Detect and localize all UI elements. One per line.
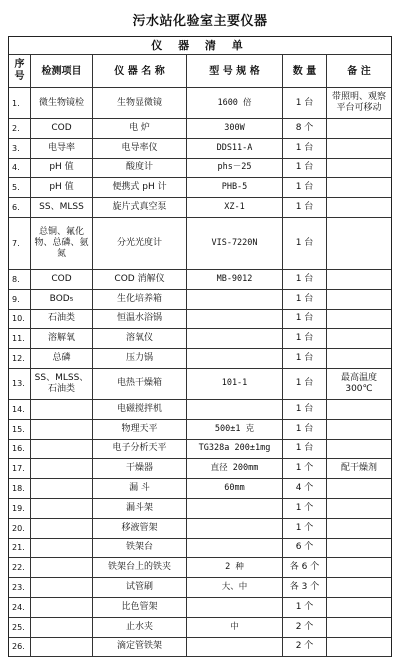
header-name: 仪 器 名 称 xyxy=(93,55,187,87)
cell-qty: 4 个 xyxy=(283,479,327,498)
table-row xyxy=(9,558,391,578)
cell-model xyxy=(187,638,283,657)
cell-name: 便携式 pH 计 xyxy=(93,178,187,197)
cell-name: 旋片式真空泵 xyxy=(93,198,187,217)
cell-qty: 1 台 xyxy=(283,159,327,178)
cell-item: 石油类 xyxy=(31,310,93,329)
cell-name: 止水夹 xyxy=(93,618,187,637)
cell-qty: 1 台 xyxy=(283,440,327,459)
table-row xyxy=(9,519,391,539)
cell-index: 7. xyxy=(9,218,31,269)
cell-note xyxy=(327,329,391,348)
cell-name: 物理天平 xyxy=(93,420,187,439)
cell-note xyxy=(327,270,391,289)
cell-index: 13. xyxy=(9,369,31,399)
header-qty: 数 量 xyxy=(283,55,327,87)
table-row xyxy=(9,618,391,638)
cell-model xyxy=(187,349,283,368)
cell-index: 25. xyxy=(9,618,31,637)
cell-model: TG328a 200±1mg xyxy=(187,440,283,459)
cell-qty: 1 个 xyxy=(283,459,327,478)
cell-model xyxy=(187,400,283,419)
cell-index: 3. xyxy=(9,139,31,158)
table-row xyxy=(9,159,391,179)
cell-model xyxy=(187,310,283,329)
cell-item: SS、MLSS、石油类 xyxy=(31,369,93,399)
cell-note xyxy=(327,638,391,657)
header-note: 备 注 xyxy=(347,65,371,77)
cell-model xyxy=(187,499,283,518)
cell-item: 溶解氧 xyxy=(31,329,93,348)
cell-item xyxy=(31,459,93,478)
cell-index: 9. xyxy=(9,290,31,309)
cell-item: 电导率 xyxy=(31,139,93,158)
cell-name: 电磁搅拌机 xyxy=(93,400,187,419)
cell-name: 滴定管铁架 xyxy=(93,638,187,657)
table-body xyxy=(9,88,391,657)
cell-model: 101-1 xyxy=(187,369,283,399)
cell-qty: 1 台 xyxy=(283,178,327,197)
cell-note: 最高温度 300℃ xyxy=(340,372,377,394)
table-row xyxy=(9,420,391,440)
cell-item: 微生物镜检 xyxy=(31,88,93,118)
cell-index: 15. xyxy=(9,420,31,439)
cell-name: 分光光度计 xyxy=(93,218,187,269)
cell-model: 直径 200mm xyxy=(187,459,283,478)
cell-qty: 1 台 xyxy=(283,349,327,368)
cell-item xyxy=(31,479,93,498)
cell-qty: 1 台 xyxy=(283,400,327,419)
cell-qty: 2 个 xyxy=(283,618,327,637)
cell-item: pH 值 xyxy=(31,159,93,178)
cell-model: phs－25 xyxy=(187,159,283,178)
cell-note xyxy=(327,558,391,577)
cell-index: 17. xyxy=(9,459,31,478)
cell-qty: 1 台 xyxy=(283,420,327,439)
instrument-table xyxy=(8,36,392,657)
cell-note xyxy=(327,598,391,617)
cell-index: 23. xyxy=(9,578,31,597)
table-row xyxy=(9,290,391,310)
cell-name: 铁架台 xyxy=(93,539,187,558)
cell-qty: 各 3 个 xyxy=(283,578,327,597)
cell-note xyxy=(327,290,391,309)
cell-model xyxy=(187,329,283,348)
header-seq: 序号 xyxy=(9,55,31,87)
cell-note xyxy=(327,618,391,637)
cell-name: 生化培养箱 xyxy=(93,290,187,309)
cell-note xyxy=(327,159,391,178)
cell-item xyxy=(31,519,93,538)
cell-note xyxy=(327,539,391,558)
cell-index: 10. xyxy=(9,310,31,329)
cell-note xyxy=(327,310,391,329)
cell-item: BOD₅ xyxy=(31,290,93,309)
cell-item xyxy=(31,618,93,637)
table-row xyxy=(9,400,391,420)
table-row xyxy=(9,638,391,657)
cell-index: 20. xyxy=(9,519,31,538)
cell-model xyxy=(187,539,283,558)
cell-note xyxy=(327,349,391,368)
cell-item: 总磷 xyxy=(31,349,93,368)
cell-item xyxy=(31,499,93,518)
cell-name: 漏 斗 xyxy=(93,479,187,498)
cell-name: 电导率仪 xyxy=(93,139,187,158)
table-row xyxy=(9,270,391,290)
cell-index: 4. xyxy=(9,159,31,178)
cell-item: 总铜、氟化物、总磷、氨氮 xyxy=(31,218,93,269)
cell-name: 酸度计 xyxy=(93,159,187,178)
cell-index: 6. xyxy=(9,198,31,217)
cell-model: 中 xyxy=(187,618,283,637)
cell-item xyxy=(31,638,93,657)
cell-name: 干燥器 xyxy=(93,459,187,478)
cell-name: 试管刷 xyxy=(93,578,187,597)
cell-index: 5. xyxy=(9,178,31,197)
cell-index: 8. xyxy=(9,270,31,289)
cell-name: 电热干燥箱 xyxy=(93,369,187,399)
document-title: 污水站化验室主要仪器 xyxy=(132,14,268,29)
cell-qty: 1 台 xyxy=(283,369,327,399)
cell-model: VIS-7220N xyxy=(187,218,283,269)
cell-qty: 1 个 xyxy=(283,499,327,518)
cell-name: 电 炉 xyxy=(93,119,187,138)
cell-qty: 1 个 xyxy=(283,519,327,538)
cell-model: PHB-5 xyxy=(187,178,283,197)
cell-item: COD xyxy=(31,270,93,289)
cell-model xyxy=(187,290,283,309)
cell-note xyxy=(327,139,391,158)
cell-index: 1. xyxy=(9,88,31,118)
cell-note: 带照明、观察平台可移动 xyxy=(331,92,386,113)
cell-qty: 6 个 xyxy=(283,539,327,558)
table-row xyxy=(9,329,391,349)
cell-note xyxy=(327,420,391,439)
table-header-row xyxy=(9,55,391,88)
cell-note xyxy=(327,400,391,419)
cell-note xyxy=(327,499,391,518)
cell-index: 26. xyxy=(9,638,31,657)
cell-item xyxy=(31,440,93,459)
cell-qty: 1 个 xyxy=(283,598,327,617)
cell-index: 21. xyxy=(9,539,31,558)
cell-model: 500±1 克 xyxy=(187,420,283,439)
table-row xyxy=(9,459,391,479)
cell-note xyxy=(327,198,391,217)
cell-name: 电子分析天平 xyxy=(93,440,187,459)
cell-qty: 1 台 xyxy=(283,139,327,158)
cell-model: MB-9012 xyxy=(187,270,283,289)
cell-item xyxy=(31,578,93,597)
cell-note xyxy=(327,440,391,459)
cell-index: 2. xyxy=(9,119,31,138)
cell-note: 配干燥剂 xyxy=(340,463,377,474)
cell-note xyxy=(327,479,391,498)
table-row xyxy=(9,349,391,369)
table-row xyxy=(9,369,391,400)
cell-name: 恒温水浴锅 xyxy=(93,310,187,329)
cell-model: 2 种 xyxy=(187,558,283,577)
cell-note xyxy=(327,119,391,138)
table-row xyxy=(9,440,391,460)
cell-name: 铁架台上的铁夹 xyxy=(93,558,187,577)
cell-note xyxy=(327,218,391,269)
table-row xyxy=(9,88,391,119)
cell-index: 18. xyxy=(9,479,31,498)
cell-qty: 1 台 xyxy=(283,218,327,269)
cell-qty: 1 台 xyxy=(283,198,327,217)
table-row xyxy=(9,198,391,218)
cell-index: 22. xyxy=(9,558,31,577)
cell-model xyxy=(187,519,283,538)
cell-item xyxy=(31,420,93,439)
cell-qty: 1 台 xyxy=(283,290,327,309)
cell-model: 大、中 xyxy=(187,578,283,597)
header-model: 型 号 规 格 xyxy=(187,55,283,87)
cell-qty: 8 个 xyxy=(283,119,327,138)
table-row xyxy=(9,479,391,499)
table-row xyxy=(9,119,391,139)
cell-name: 生物显微镜 xyxy=(93,88,187,118)
cell-item xyxy=(31,558,93,577)
cell-model: 1600 倍 xyxy=(187,88,283,118)
cell-model: XZ-1 xyxy=(187,198,283,217)
cell-model: DDS11-A xyxy=(187,139,283,158)
cell-index: 11. xyxy=(9,329,31,348)
table-row xyxy=(9,178,391,198)
cell-index: 14. xyxy=(9,400,31,419)
table-row xyxy=(9,310,391,330)
cell-qty: 各 6 个 xyxy=(283,558,327,577)
cell-name: 比色管架 xyxy=(93,598,187,617)
cell-model xyxy=(187,598,283,617)
cell-qty: 1 台 xyxy=(283,270,327,289)
table-row xyxy=(9,578,391,598)
cell-item xyxy=(31,598,93,617)
table-row xyxy=(9,218,391,270)
table-row xyxy=(9,539,391,559)
cell-qty: 1 台 xyxy=(283,310,327,329)
cell-item xyxy=(31,539,93,558)
table-row xyxy=(9,499,391,519)
cell-name: COD 消解仪 xyxy=(93,270,187,289)
cell-item: COD xyxy=(31,119,93,138)
cell-index: 24. xyxy=(9,598,31,617)
header-item: 检测项目 xyxy=(31,55,93,87)
cell-qty: 1 台 xyxy=(283,88,327,118)
cell-item: pH 值 xyxy=(31,178,93,197)
cell-model: 300W xyxy=(187,119,283,138)
table-row xyxy=(9,598,391,618)
cell-item xyxy=(31,400,93,419)
cell-name: 压力锅 xyxy=(93,349,187,368)
table-row xyxy=(9,139,391,159)
cell-qty: 1 台 xyxy=(283,329,327,348)
cell-note xyxy=(327,578,391,597)
cell-index: 19. xyxy=(9,499,31,518)
cell-name: 移液管架 xyxy=(93,519,187,538)
cell-note xyxy=(327,519,391,538)
cell-item: SS、MLSS xyxy=(31,198,93,217)
table-banner: 仪 器 清 单 xyxy=(9,37,391,55)
cell-qty: 2 个 xyxy=(283,638,327,657)
cell-name: 溶氧仪 xyxy=(93,329,187,348)
cell-index: 16. xyxy=(9,440,31,459)
cell-index: 12. xyxy=(9,349,31,368)
cell-model: 60mm xyxy=(187,479,283,498)
cell-name: 漏斗架 xyxy=(93,499,187,518)
cell-note xyxy=(327,178,391,197)
